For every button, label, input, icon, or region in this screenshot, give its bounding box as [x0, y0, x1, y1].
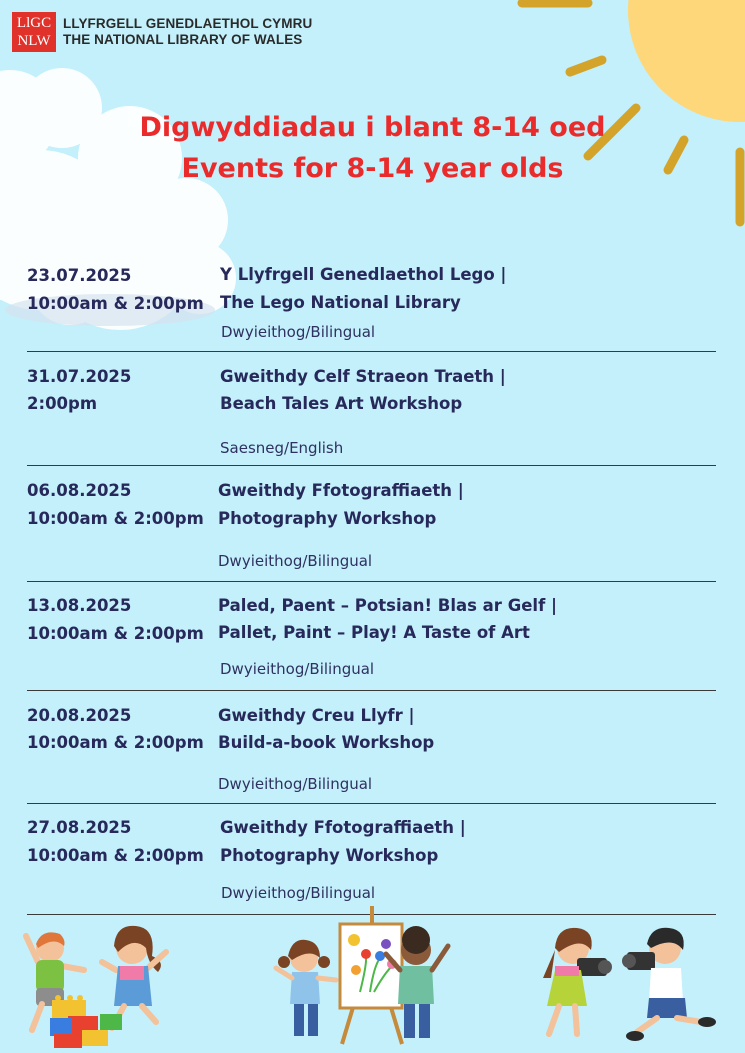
event-time: 10:00am & 2:00pm [27, 294, 204, 313]
title-english: Events for 8-14 year olds [181, 153, 564, 184]
event-name-english: The Lego National Library [220, 293, 461, 312]
kids-lego-illustration [20, 922, 180, 1050]
event-language: Dwyieithog/Bilingual [221, 884, 376, 902]
event-name-english: Pallet, Paint – Play! A Taste of Art [218, 623, 530, 642]
event-date: 06.08.2025 [27, 481, 132, 500]
event-name-english: Build-a-book Workshop [218, 733, 435, 752]
logo-mark-line2: NLW [17, 33, 51, 49]
event-name-welsh: Gweithdy Ffotograffiaeth | [218, 481, 464, 500]
divider [27, 803, 716, 804]
library-name-english: THE NATIONAL LIBRARY OF WALES [63, 32, 303, 47]
divider [27, 690, 716, 691]
divider [27, 351, 716, 352]
event-time: 2:00pm [27, 394, 98, 413]
divider [27, 465, 716, 466]
event-language: Saesneg/English [220, 439, 344, 457]
event-time: 10:00am & 2:00pm [27, 624, 204, 643]
event-time: 10:00am & 2:00pm [27, 846, 204, 865]
event-language: Dwyieithog/Bilingual [221, 323, 376, 341]
library-name [63, 16, 312, 48]
library-logo-mark [12, 12, 56, 52]
event-date: 31.07.2025 [27, 367, 132, 386]
library-name-welsh: LLYFRGELL GENEDLAETHOL CYMRU [63, 16, 313, 31]
page-title [0, 107, 745, 189]
event-time: 10:00am & 2:00pm [27, 733, 204, 752]
kids-painting-illustration [262, 904, 462, 1050]
event-date: 13.08.2025 [27, 596, 132, 615]
event-name-english: Beach Tales Art Workshop [220, 394, 463, 413]
event-name-welsh: Paled, Paent – Potsian! Blas ar Gelf | [218, 596, 558, 615]
event-name-welsh: Gweithdy Creu Llyfr | [218, 706, 415, 725]
event-date: 27.08.2025 [27, 818, 132, 837]
divider [27, 581, 716, 582]
title-welsh: Digwyddiadau i blant 8-14 oed [139, 112, 606, 143]
event-time: 10:00am & 2:00pm [27, 509, 204, 528]
event-language: Dwyieithog/Bilingual [218, 552, 373, 570]
event-name-welsh: Gweithdy Ffotograffiaeth | [220, 818, 466, 837]
event-name-welsh: Y Llyfrgell Genedlaethol Lego | [220, 265, 507, 284]
event-language: Dwyieithog/Bilingual [220, 660, 375, 678]
event-name-welsh: Gweithdy Celf Straeon Traeth | [220, 367, 506, 386]
event-language: Dwyieithog/Bilingual [218, 775, 373, 793]
event-date: 23.07.2025 [27, 266, 132, 285]
logo-mark-line1: LlGC [16, 15, 52, 31]
kids-photography-illustration [525, 922, 720, 1050]
event-name-english: Photography Workshop [220, 846, 439, 865]
event-date: 20.08.2025 [27, 706, 132, 725]
event-name-english: Photography Workshop [218, 509, 437, 528]
